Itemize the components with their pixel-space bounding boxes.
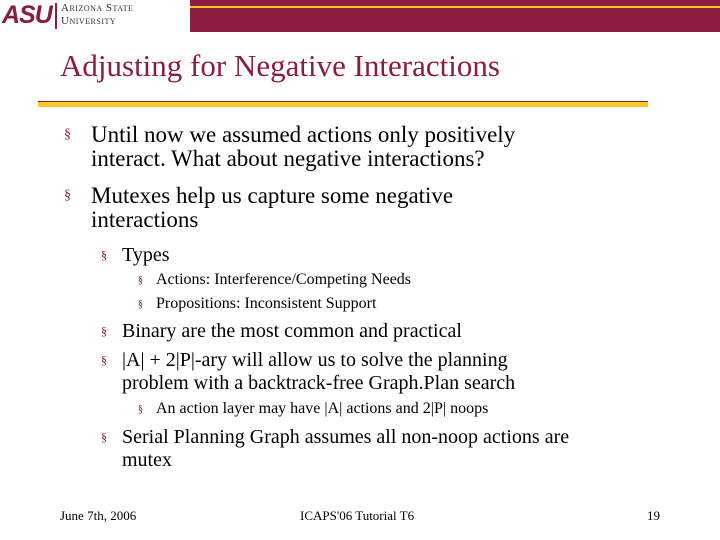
bullet-text-level-1: interactions bbox=[91, 207, 199, 232]
bullet-marker-level-3: § bbox=[138, 404, 143, 415]
bullet-text-level-2: mutex bbox=[122, 449, 172, 471]
asu-logo bbox=[0, 0, 190, 32]
bullet-text-level-2: Serial Planning Graph assumes all non-noop actions are bbox=[122, 426, 570, 448]
bullet-marker-level-3: § bbox=[138, 275, 143, 286]
bullet-text-level-3: Propositions: Inconsistent Support bbox=[156, 295, 377, 312]
footer-date: June 7th, 2006 bbox=[60, 508, 137, 523]
bullet-marker-level-2: § bbox=[101, 353, 107, 367]
slide-title: Adjusting for Negative Interactions bbox=[60, 48, 500, 83]
asu-logo-mark: ASU bbox=[2, 1, 52, 29]
bullet-text-level-2: |A| + 2|P|-ary will allow us to solve the planning bbox=[122, 349, 508, 371]
bullet-text-level-1: interact. What about negative interactions? bbox=[91, 146, 485, 171]
asu-logo-wordmark bbox=[61, 2, 133, 28]
bullet-marker-level-2: § bbox=[101, 430, 107, 444]
logo-line-2: University bbox=[61, 15, 117, 27]
bullet-text-level-1: Until now we assumed actions only positively bbox=[91, 122, 516, 147]
bullet-text-level-3: An action layer may have |A| actions and 2|P| noops bbox=[156, 400, 489, 417]
title-underline bbox=[38, 101, 648, 107]
bullet-marker-level-2: § bbox=[101, 324, 107, 338]
footer-page-number: 19 bbox=[647, 508, 660, 523]
logo-divider bbox=[55, 3, 57, 29]
bullet-text-level-3: Actions: Interference/Competing Needs bbox=[156, 271, 412, 288]
footer-event: ICAPS'06 Tutorial T6 bbox=[300, 508, 415, 523]
bullet-text-level-2: Binary are the most common and practical bbox=[122, 320, 462, 342]
logo-line-1: Arizona State bbox=[61, 2, 134, 14]
header-gold-stripe bbox=[190, 6, 720, 8]
bullet-marker-level-1: § bbox=[64, 127, 71, 142]
bullet-marker-level-2: § bbox=[101, 248, 107, 262]
bullet-text-level-2: problem with a backtrack-free Graph.Plan search bbox=[122, 372, 516, 394]
bullet-marker-level-3: § bbox=[138, 299, 143, 310]
bullet-marker-level-1: § bbox=[64, 188, 71, 203]
bullet-text-level-2: Types bbox=[122, 244, 170, 266]
bullet-text-level-1: Mutexes help us capture some negative bbox=[91, 183, 454, 208]
